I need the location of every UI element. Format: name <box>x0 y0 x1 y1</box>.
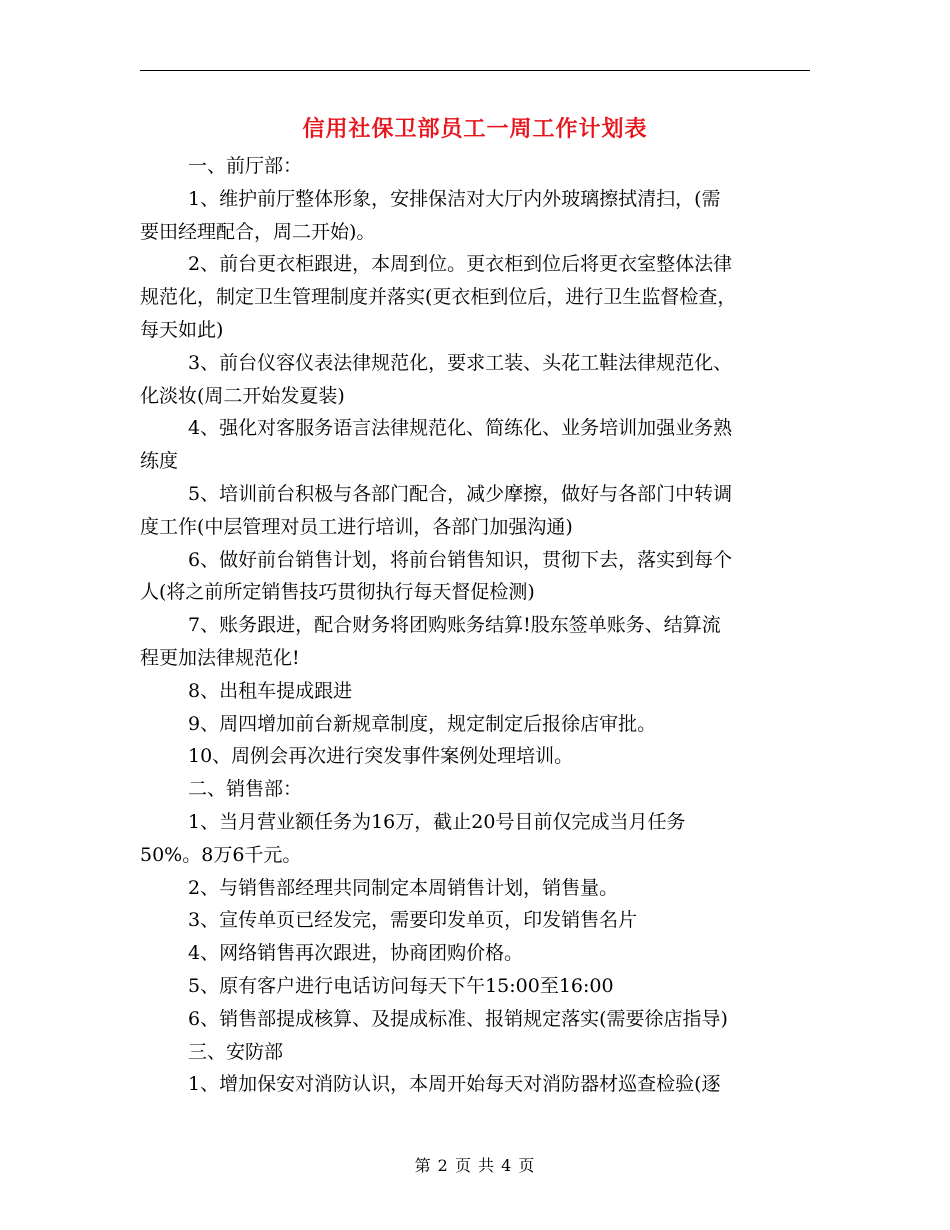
document-line: 人(将之前所定销售技巧贯彻执行每天督促检测) <box>140 581 535 604</box>
document-line: 一、前厅部： <box>188 155 303 177</box>
document-line: 4、强化对客服务语言法律规范化、简练化、业务培训加强业务熟 <box>188 417 733 440</box>
document-line: 8、出租车提成跟进 <box>188 679 353 702</box>
document-line: 二、销售部： <box>188 778 303 801</box>
document-line: 2、与销售部经理共同制定本周销售计划，销售量。 <box>188 876 619 899</box>
document-line: 规范化，制定卫生管理制度并落实(更衣柜到位后，进行卫生监督检查， <box>140 286 737 309</box>
document-line: 5、原有客户进行电话访问每天下午15:00至16:00 <box>188 974 614 997</box>
document-line: 3、宣传单页已经发完，需要印发单页，印发销售名片 <box>188 909 638 932</box>
page-number: 第 2 页 共 4 页 <box>414 1156 536 1175</box>
document-title: 信用社保卫部员工一周工作计划表 <box>302 116 648 142</box>
document-line: 5、培训前台积极与各部门配合，减少摩擦，做好与各部门中转调 <box>188 482 733 505</box>
document-line: 练度 <box>140 450 179 473</box>
document-line: 1、当月营业额任务为16万，截止20号目前仅完成当月任务 <box>188 810 686 833</box>
header-rule <box>140 70 810 71</box>
document-line: 2、前台更衣柜跟进，本周到位。更衣柜到位后将更衣室整体法律 <box>188 253 733 276</box>
document-line: 程更加法律规范化! <box>140 646 300 669</box>
document-line: 三、安防部 <box>188 1040 284 1063</box>
document-line: 6、销售部提成核算、及提成标准、报销规定落实(需要徐店指导) <box>188 1007 728 1030</box>
document-line: 化淡妆(周二开始发夏装) <box>140 384 345 407</box>
document-line: 3、前台仪容仪表法律规范化，要求工装、头花工鞋法律规范化、 <box>188 351 733 374</box>
document-line: 6、做好前台销售计划，将前台销售知识，贯彻下去，落实到每个 <box>188 548 733 571</box>
document-line: 1、维护前厅整体形象，安排保洁对大厅内外玻璃擦拭清扫，(需 <box>188 187 721 210</box>
document-line: 9、周四增加前台新规章制度，规定制定后报徐店审批。 <box>188 712 657 735</box>
document-line: 要田经理配合，周二开始)。 <box>140 220 376 243</box>
document-line: 50%。8万6千元。 <box>140 843 302 866</box>
document-line: 1、增加保安对消防认识，本周开始每天对消防器材巡查检验(逐 <box>188 1073 721 1096</box>
document-line: 10、周例会再次进行突发事件案例处理培训。 <box>188 745 574 768</box>
document-line: 4、网络销售再次跟进，协商团购价格。 <box>188 942 524 965</box>
document-line: 度工作(中层管理对员工进行培训，各部门加强沟通) <box>140 515 573 538</box>
document-line: 每天如此) <box>140 318 224 341</box>
document-body <box>140 150 812 1101</box>
document-line: 7、账务跟进，配合财务将团购账务结算!股东签单账务、结算流 <box>188 614 721 637</box>
